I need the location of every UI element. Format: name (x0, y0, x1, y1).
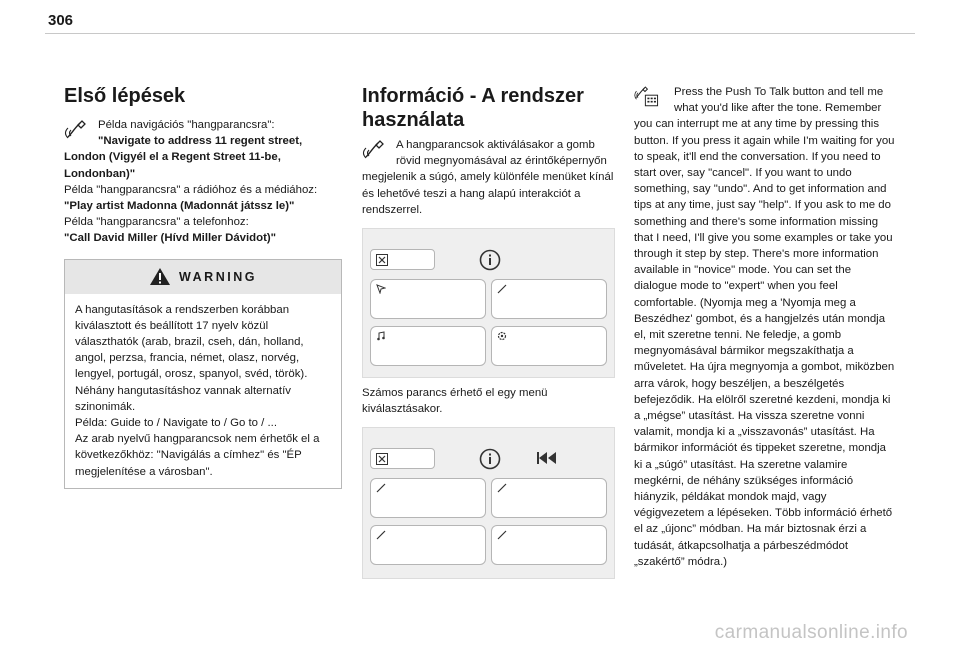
section-title-first-steps: Első lépések (64, 85, 186, 107)
voice-command-icon (362, 137, 392, 165)
title-line-2: használata (362, 109, 465, 131)
screen-caption: Számos parancs érhető el egy menü kiválasztásakor. (362, 387, 548, 416)
voice-command-icon (64, 117, 94, 145)
section-title-information (362, 84, 614, 132)
warning-header (65, 260, 341, 294)
push-to-talk-icon (634, 84, 670, 114)
example-line-3: Példa "hangparancsra" a telefonhoz: (64, 216, 249, 229)
warning-body (65, 294, 341, 488)
example-command-media: "Play artist Madonna (Madonnát játssz le)" (64, 200, 295, 213)
screen-item-button-1 (370, 478, 486, 518)
examples-block (64, 117, 344, 247)
screen-item-button-4 (491, 525, 607, 565)
screen-settings-button (491, 326, 607, 366)
screen-close-button (370, 249, 435, 270)
example-command-nav: "Navigate to address 11 regent street, London (Vigyél el a Regent Street 11-be, Londonban)" (64, 135, 303, 180)
page-number: 306 (48, 12, 74, 29)
warning-title: WARNING (179, 269, 257, 284)
rewind-icon (536, 450, 558, 466)
screen-item-button-2 (491, 478, 607, 518)
warning-text-2: Az arab nyelvű hangparancsok nem érhetők el a következőkhöz: "Navigálás a címhez" és "ÉP megjelenítése a városban". (75, 433, 320, 478)
column-information (362, 84, 614, 579)
example-command-phone: "Call David Miller (Hívd Miller Dávidot)" (64, 232, 277, 245)
info-icon (479, 448, 501, 470)
title-line-1: Információ - A rendszer (362, 85, 584, 107)
screen-item-button-3 (370, 525, 486, 565)
intro-block (362, 137, 614, 218)
top-rule (45, 33, 915, 34)
push-to-talk-block (634, 84, 896, 570)
warning-text: A hangutasítások a rendszerben korábban kiválasztott és beállított 17 nyelv közül választhatók (arab, brazil, cseh, dán, holland, angol, perzsa, francia, német, olasz, norvég, lengyel, portugál, orosz, spanyol, svéd, török). Néhány hangutasításhoz vannak alternatív szinonimák. (75, 303, 308, 413)
screen-nav-button (370, 279, 486, 319)
screen-close-button (370, 448, 435, 469)
screen-phone-button (491, 279, 607, 319)
footer-watermark: carmanualsonline.info (714, 622, 908, 643)
warning-box (64, 259, 342, 489)
help-screen-illustration-1 (362, 228, 615, 378)
info-icon (479, 249, 501, 271)
column-first-steps (64, 84, 344, 489)
screen-music-button (370, 326, 486, 366)
warning-example: Példa: Guide to / Navigate to / Go to / ... (75, 417, 277, 430)
help-screen-illustration-2 (362, 427, 615, 579)
example-line-1: Példa navigációs "hangparancsra": (98, 119, 275, 131)
intro-text: A hangparancsok aktiválásakor a gomb rövid megnyomásával az érintőképernyőn megjelenik a súgó, amely különféle menüket kínál és lehetővé teszi a hang alapú interakciót a rendszerrel. (362, 139, 614, 216)
warning-triangle-icon (149, 267, 171, 286)
push-to-talk-text: Press the Push To Talk button and tell me what you'd like after the tone. Remember you can interrupt me at any time by pressing this button. If you press it again while I'm waiting for you to speak, it'll end the conversation. If you need to start over, say "cancel". If you want to undo something, say "undo". And to get information and tips at any time, just say "help". If you ask to me do something and there's some information missing that I need, I'll give you some examples or take you through it step by step. There's more information available in "novice" mode. You can set the dialogue mode to "expert" when you feel comfortable. (Nyomja meg a 'Nyomja meg a Beszédhez' gombot, és a hangjelzés után mondja el, mit szeretne tenni. Ne feledje, a gomb megnyomásával bármikor megszakíthatja a műveletet. Ha újra megnyomja a gombot, miközben arra várok, hogy beszéljen, a beszélgetés befejeződik. Ha elölről szeretné kezdeni, mondja ki a „mégse” utasítást. Ha vissza szeretne vonni valamit, mondja ki a „visszavonás” utasítást. Ha bármikor információt és tippeket szeretne, mondja ki a „súgó” utasítást. Ha szeretne valamire megkérni, de néhány szükséges információ hiányzik, példákat mondok majd, vagy végigvezetem a lépéseken. Több információ érhető el az „újonc” módban. Ha már biztosnak érzi a tudását, átkapcsolhatja a párbeszédmódot „szakértő” módra.) (634, 86, 895, 568)
column-push-to-talk (634, 84, 896, 570)
example-line-2: Példa "hangparancsra" a rádióhoz és a médiához: (64, 183, 318, 196)
